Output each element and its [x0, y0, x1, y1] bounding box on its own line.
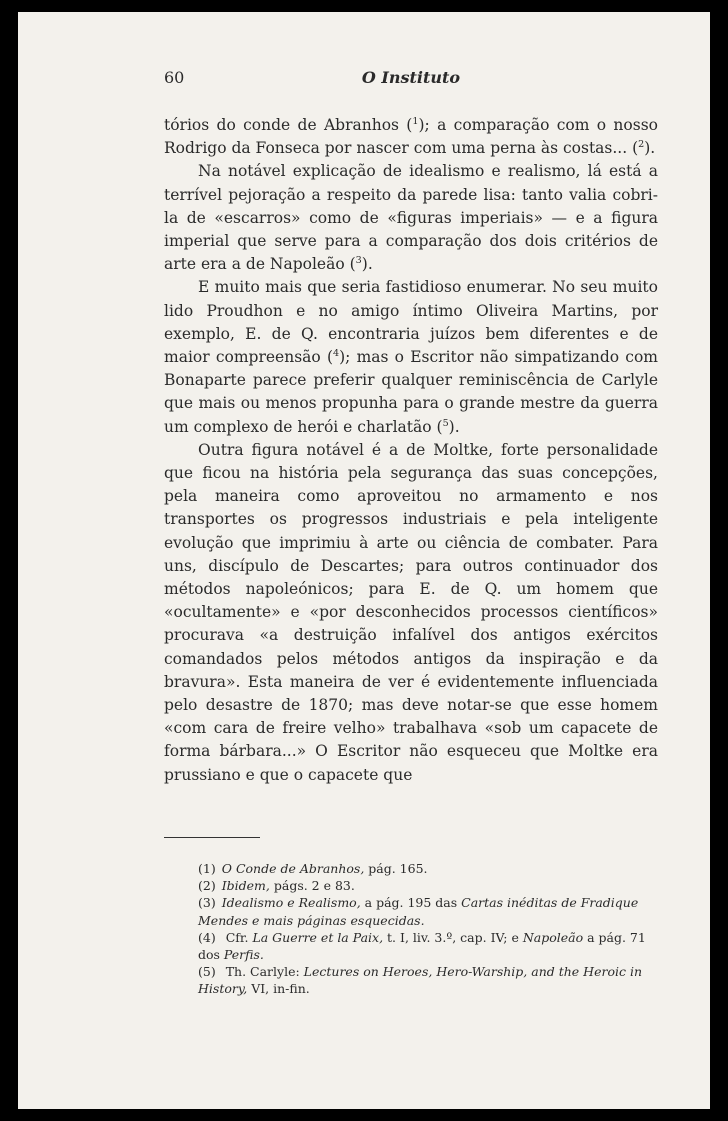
paragraph-3: E muito mais que seria fastidioso enumerar. No seu muito lido Proudhon e no amigo íntimo Oliveira Martins, por exemplo, E. de Q. encontraria juízos bem diferentes e de maior compreensão ($^4$); mas o Escritor não simpatizando com Bonaparte parece preferir qualquer reminiscência de Carlyle que mais ou menos propunha para o grande mestre da guerra um complexo de herói e charlatão ($^5$).	[164, 278, 658, 436]
footnote-3: (3) Idealismo e Realismo, a pág. 195 das Cartas inéditas de Fradique Mendes e mais páginas esquecidas.	[198, 895, 639, 928]
footnote-4: (4) Cfr. La Guerre et la Paix, t. I, liv. 3.º, cap. IV; e Napoleão a pág. 71 dos Perfis.	[198, 929, 646, 962]
page-content	[164, 68, 658, 998]
footnote-ref-1: 1	[412, 115, 419, 127]
paragraph-1: tórios do conde de Abranhos ($^1$); a comparação com o nosso Rodrigo da Fonseca por nascer com uma perna às costas... ($^2$).	[164, 115, 658, 158]
footnote-ref-3: 3	[355, 255, 362, 267]
footnote-2: (2) Ibidem, págs. 2 e 83.	[198, 878, 355, 894]
body-text	[164, 114, 658, 787]
footnote-1: (1) O Conde de Abranhos, pág. 165.	[198, 860, 428, 876]
paragraph-2: Na notável explicação de idealismo e realismo, lá está a terrível pejoração a respeito da parede lisa: tanto valia cobri-la de «escarros» como de «figuras imperiais» — e a figura imperial que serve para a comparação dos dois critérios de arte era a de Napoleão ($^3$).	[164, 162, 658, 274]
footnote-ref-5: 5	[442, 417, 449, 429]
page-header	[164, 68, 658, 94]
paragraph-4: Outra figura notável é a de Moltke, forte personalidade que ficou na história pela segurança das suas concepções, pela maneira como aproveitou no armamento e nos transportes os progressos industriais e pela inteligente evolução que imprimiu à arte ou ciência de combater. Para uns, discípulo de Descartes; para outros continuador dos métodos napoleónicos; para E. de Q. um homem que «ocultamente» e «por desconhecidos processos científicos» procurava «a destruição infalível dos antigos exércitos comandados pelos métodos antigos da inspiração e da bravura». Esta maneira de ver é evidentemente influenciada pelo desastre de 1870; mas deve notar-se que esse homem «com cara de freire velho» trabalhava «sob um capacete de forma bárbara...» O Escritor não esqueceu que Moltke era prussiano e que o capacete que	[164, 440, 658, 784]
running-title: O Instituto	[361, 68, 461, 87]
footnote-divider	[164, 837, 260, 838]
footnotes	[164, 860, 658, 998]
footnote-ref-2: 2	[638, 139, 645, 151]
page-number: 60	[164, 68, 185, 87]
footnote-ref-4: 4	[333, 347, 340, 359]
page	[18, 12, 710, 1109]
footnote-5: (5) Th. Carlyle: Lectures on Heroes, Hero-Warship, and the Heroic in History, VI, in-fin.	[198, 964, 642, 997]
